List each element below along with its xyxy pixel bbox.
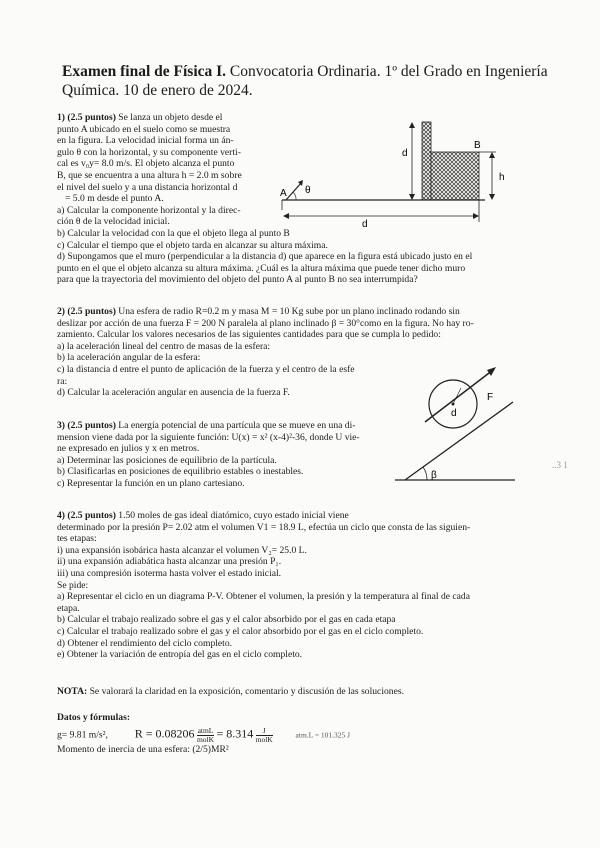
problem-1-line: c) Calcular el tiempo que el objeto tarda en alcanzar su altura máxima. xyxy=(57,239,328,251)
problem-3-line: mension viene dada por la siguiente función: U(x) = x² (x-4)²-36, donde U vie- xyxy=(57,431,360,443)
datos-formulas xyxy=(57,712,547,755)
problem-2-line: d) Calcular la aceleración angular en ausencia de la fuerza F. xyxy=(57,387,290,399)
problem-1-line: cal es v₀y= 8.0 m/s. El objeto alcanza el punto xyxy=(57,158,235,170)
problem-4-line: c) Calcular el trabajo realizado sobre el gas y el calor absorbido por el gas en el ciclo completo. xyxy=(57,625,424,637)
problem-4-line: ii) una expansión adiabática hasta alcanzar una presión P₁. xyxy=(57,556,282,568)
label-d-horizontal: d xyxy=(362,219,368,230)
title-line2: Química. 10 de enero de 2024. xyxy=(62,82,253,99)
problem-1-line: a) Calcular la componente horizontal y la direc- xyxy=(57,204,241,216)
label-beta: β xyxy=(431,470,437,481)
problem-2-line: Una esfera de radio R=0.2 m y masa M = 10 Kg sube por un plano inclinado rodando sin xyxy=(115,306,460,317)
angle-arc xyxy=(293,192,296,200)
problem-4 xyxy=(57,510,547,661)
datos-r-den2: molK xyxy=(255,734,273,744)
problem-3 xyxy=(57,420,457,490)
problem-2-line: b) la aceleración angular de la esfera: xyxy=(57,352,201,364)
label-theta: θ xyxy=(305,185,311,196)
datos-atm: atm.L = 101.325 J xyxy=(295,730,351,740)
problem-4-line: etapa. xyxy=(57,602,80,614)
nota-label: NOTA: xyxy=(57,686,88,697)
problem-4-line: Se pide: xyxy=(57,579,89,591)
problem-1-line: para que la trayectoria del movimiento del objeto del punto A al punto B no sea interrumpida? xyxy=(57,274,418,286)
nota xyxy=(57,686,547,698)
problem-1-line: el nivel del suelo y a una distancia horizontal d xyxy=(57,181,238,193)
velocity-arrow xyxy=(286,182,302,200)
problem-4-line: tes etapas: xyxy=(57,533,97,545)
label-d: d xyxy=(451,408,457,419)
datos-r-fraction-2 xyxy=(256,727,273,744)
problem-1-line: = 5.0 m desde el punto A. xyxy=(65,193,164,205)
problem-4-line: i) una expansión isobárica hasta alcanzar el volumen V₂= 25.0 L. xyxy=(57,544,307,556)
label-h: h xyxy=(499,172,505,183)
problem-2-label: 2) (2.5 puntos) xyxy=(57,306,116,317)
datos-r-fraction-1 xyxy=(197,727,214,744)
problem-3-line: La energía potencial de una partícula que se mueve en una di- xyxy=(115,420,356,431)
nota-text: Se valorará la claridad en la exposición, comentario y discusión de las soluciones. xyxy=(87,686,404,697)
problem-3-line: ne expresado en julios y x en metros. xyxy=(57,443,200,455)
problem-1-line: en la figura. La velocidad inicial forma un án- xyxy=(57,135,234,147)
wall-hatched xyxy=(422,122,431,200)
datos-r-num2: J xyxy=(256,727,273,736)
datos-r-den1: molK xyxy=(196,734,215,744)
problem-3-line: a) Determinar las posiciones de equilibrio de la partícula. xyxy=(57,454,277,466)
force-arrowhead xyxy=(487,367,496,376)
problem-2-line: deslizar por acción de una fuerza F = 200 N paralela al plano inclinado β = 30°como en la figura. No hay ro- xyxy=(57,317,474,329)
datos-title: Datos y fórmulas: xyxy=(57,712,131,723)
problem-1-line: punto A ubicado en el suelo como se muestra xyxy=(57,123,231,135)
datos-inercia: Momento de inercia de una esfera: (2/5)MR² xyxy=(57,743,229,755)
projectile-figure xyxy=(280,118,528,230)
problem-3-line: b) Clasificarlas en posiciones de equilibrio estables o inestables. xyxy=(57,466,304,478)
problem-1-line: Se lanza un objeto desde el xyxy=(115,112,223,123)
problem-2-line: c) la distancia d entre el punto de aplicación de la fuerza y el centro de la esfe xyxy=(57,363,355,375)
problem-4-line: determinado por la presión P= 2.02 atm el volumen V1 = 18.9 L, efectúa un ciclo que consta de las siguien- xyxy=(57,521,471,533)
problem-4-label: 4) (2.5 puntos) xyxy=(57,510,116,521)
problem-1-line: punto en el que el objeto alcanza su altura máxima. ¿Cuál es la altura máxima que puede tener dicho muro xyxy=(57,262,466,274)
margin-mark: ..3 1 xyxy=(552,460,568,470)
problem-2-line: a) la aceleración lineal del centro de masas de la esfera: xyxy=(57,340,271,352)
label-f: F xyxy=(487,392,494,403)
problem-4-line: iii) una compresión isoterma hasta volver el estado inicial. xyxy=(57,567,282,579)
title-rest: Convocatoria Ordinaria. 1º del Grado en Ingeniería xyxy=(226,63,548,80)
problem-4-line: e) Obtener la variación de entropía del gas en el ciclo completo. xyxy=(57,649,303,661)
problem-2-line: ra: xyxy=(57,375,68,387)
datos-g: g= 9.81 m/s², xyxy=(57,729,108,741)
problem-2-line: zamiento. Calcular los valores necesarios de las siguientes cantidades para que se cumpla lo pedido: xyxy=(57,329,441,341)
problem-3-line: c) Representar la función en un plano cartesiano. xyxy=(57,477,245,489)
datos-r-mid: = 8.314 xyxy=(216,726,254,741)
problem-1-line: B, que se encuentra a una altura h = 2.0 m sobre xyxy=(57,169,242,181)
label-a: A xyxy=(280,188,287,199)
datos-r-num1: atmL xyxy=(197,725,214,735)
problem-1-label: 1) (2.5 puntos) xyxy=(57,112,116,123)
problem-1-line: gulo θ con la horizontal, y su componente verti- xyxy=(57,146,241,158)
problem-3-label: 3) (2.5 puntos) xyxy=(57,420,116,431)
problem-4-line: b) Calcular el trabajo realizado sobre el gas y el calor absorbido por el gas en cada etapa xyxy=(57,614,396,626)
problem-1-line: b) Calcular la velocidad con la que el objeto llega al punto B xyxy=(57,227,290,239)
problem-1-line: d) Supongamos que el muro (perpendicular a la distancia d) que aparece en la figura está ubicado justo en el xyxy=(57,251,473,263)
force-arrow xyxy=(425,370,493,422)
problem-1-line: ción θ de la velocidad inicial. xyxy=(57,216,170,228)
exam-title xyxy=(62,62,548,100)
label-d-vertical: d xyxy=(402,148,408,159)
label-b: B xyxy=(474,140,481,151)
datos-r-prefix: R = 0.08206 xyxy=(134,726,195,741)
problem-4-line: d) Obtener el rendimiento del ciclo completo. xyxy=(57,637,233,649)
title-bold: Examen final de Física I. xyxy=(62,63,227,80)
problem-4-line: a) Representar el ciclo en un diagrama P-V. Obtener el volumen, la presión y la temperatura al final de cada xyxy=(57,591,470,603)
problem-4-line: 1.50 moles de gas ideal diatómico, cuyo estado inicial viene xyxy=(115,510,349,521)
block-b xyxy=(431,152,479,200)
